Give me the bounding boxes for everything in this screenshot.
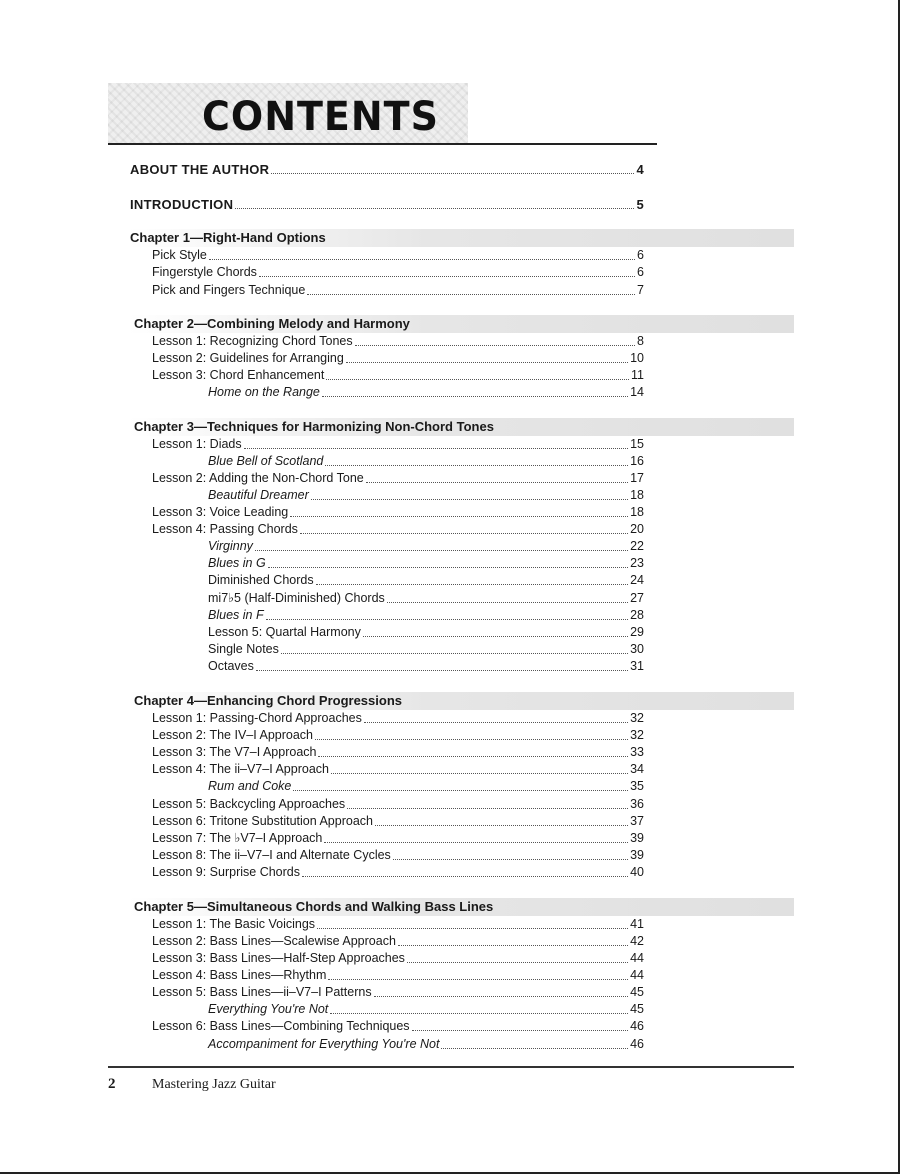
toc-entry-song[interactable] bbox=[208, 453, 644, 470]
leader-dots bbox=[293, 790, 628, 791]
leader-dots bbox=[398, 945, 628, 946]
chapter-2-heading[interactable]: Chapter 2—Combining Melody and Harmony bbox=[134, 316, 410, 331]
leader-dots bbox=[328, 979, 628, 980]
leader-dots bbox=[387, 602, 628, 603]
toc-entry-label: Blues in G bbox=[208, 556, 266, 570]
toc-entry-page: 11 bbox=[631, 368, 644, 382]
toc-entry-page: 46 bbox=[630, 1037, 644, 1051]
toc-entry[interactable] bbox=[152, 282, 644, 299]
toc-entry-about-author[interactable] bbox=[130, 161, 644, 178]
footer-rule bbox=[108, 1066, 794, 1068]
toc-entry-page: 32 bbox=[630, 728, 644, 742]
toc-entry[interactable] bbox=[152, 933, 644, 950]
toc-entry[interactable] bbox=[152, 504, 644, 521]
toc-entry-label: INTRODUCTION bbox=[130, 197, 234, 212]
toc-entry-label: Lesson 9: Surprise Chords bbox=[152, 865, 300, 879]
toc-entry-page: 29 bbox=[630, 625, 644, 639]
toc-entry-page: 39 bbox=[630, 831, 644, 845]
leader-dots bbox=[271, 173, 634, 174]
toc-entry-page: 32 bbox=[630, 711, 644, 725]
toc-entry-label: ABOUT THE AUTHOR bbox=[130, 162, 270, 177]
toc-entry-label: Lesson 4: The ii–V7–I Approach bbox=[152, 762, 329, 776]
toc-entry-label: Pick and Fingers Technique bbox=[152, 283, 306, 297]
toc-entry-page: 10 bbox=[630, 351, 644, 365]
toc-entry[interactable] bbox=[152, 761, 644, 778]
toc-entry-page: 44 bbox=[630, 951, 644, 965]
toc-entry[interactable] bbox=[152, 333, 644, 350]
toc-entry-label: Fingerstyle Chords bbox=[152, 265, 257, 279]
toc-entry-label: mi7♭5 (Half-Diminished) Chords bbox=[208, 591, 385, 605]
toc-entry-page: 45 bbox=[630, 985, 644, 999]
toc-entry-label: Lesson 4: Bass Lines—Rhythm bbox=[152, 968, 327, 982]
toc-entry[interactable] bbox=[152, 744, 644, 761]
toc-entry-page: 31 bbox=[630, 659, 644, 673]
toc-entry-label: Virginny bbox=[208, 539, 253, 553]
chapter-1-heading[interactable]: Chapter 1—Right-Hand Options bbox=[130, 230, 326, 245]
toc-entry-label: Single Notes bbox=[208, 642, 279, 656]
chapter-3-heading[interactable]: Chapter 3—Techniques for Harmonizing Non-Chord Tones bbox=[134, 419, 494, 434]
toc-entry[interactable] bbox=[152, 264, 644, 281]
toc-entry[interactable] bbox=[152, 436, 644, 453]
toc-entry-label: Lesson 2: The IV–I Approach bbox=[152, 728, 313, 742]
toc-entry[interactable] bbox=[152, 470, 644, 487]
toc-entry-label: Pick Style bbox=[152, 248, 207, 262]
leader-dots bbox=[325, 465, 628, 466]
leader-dots bbox=[307, 294, 635, 295]
leader-dots bbox=[326, 379, 629, 380]
leader-dots bbox=[311, 499, 628, 500]
toc-entry[interactable] bbox=[152, 1018, 644, 1035]
toc-entry-label: Lesson 6: Bass Lines—Combining Techniques bbox=[152, 1019, 410, 1033]
toc-entry-label: Lesson 8: The ii–V7–I and Alternate Cycles bbox=[152, 848, 391, 862]
toc-entry-song[interactable] bbox=[208, 1001, 644, 1018]
leader-dots bbox=[441, 1048, 628, 1049]
leader-dots bbox=[375, 825, 628, 826]
toc-entry[interactable] bbox=[152, 521, 644, 538]
toc-entry-label: Lesson 4: Passing Chords bbox=[152, 522, 298, 536]
toc-entry-page: 22 bbox=[630, 539, 644, 553]
toc-entry[interactable] bbox=[152, 796, 644, 813]
toc-entry-label: Lesson 5: Bass Lines—ii–V7–I Patterns bbox=[152, 985, 372, 999]
toc-entry-label: Lesson 3: The V7–I Approach bbox=[152, 745, 317, 759]
toc-entry-page: 16 bbox=[630, 454, 644, 468]
toc-entry-page: 33 bbox=[630, 745, 644, 759]
toc-entry[interactable] bbox=[152, 727, 644, 744]
toc-entry-song[interactable] bbox=[208, 384, 644, 401]
leader-dots bbox=[330, 1013, 628, 1014]
toc-entry[interactable] bbox=[208, 641, 644, 658]
toc-entry-page: 45 bbox=[630, 1002, 644, 1016]
toc-entry-page: 30 bbox=[630, 642, 644, 656]
toc-entry[interactable] bbox=[152, 967, 644, 984]
toc-entry-label: Lesson 2: Bass Lines—Scalewise Approach bbox=[152, 934, 396, 948]
leader-dots bbox=[300, 533, 628, 534]
toc-entry-page: 42 bbox=[630, 934, 644, 948]
toc-entry-page: 23 bbox=[630, 556, 644, 570]
leader-dots bbox=[346, 362, 628, 363]
leader-dots bbox=[315, 739, 628, 740]
leader-dots bbox=[209, 259, 635, 260]
toc-entry-label: Beautiful Dreamer bbox=[208, 488, 309, 502]
page-title: CONTENTS bbox=[202, 93, 439, 140]
leader-dots bbox=[316, 584, 628, 585]
toc-entry[interactable] bbox=[152, 916, 644, 933]
toc-entry-page: 24 bbox=[630, 573, 644, 587]
leader-dots bbox=[347, 808, 628, 809]
leader-dots bbox=[366, 482, 628, 483]
toc-entry-page: 27 bbox=[630, 591, 644, 605]
toc-entry-label: Lesson 5: Backcycling Approaches bbox=[152, 797, 346, 811]
toc-entry[interactable] bbox=[208, 658, 644, 675]
toc-entry-song[interactable] bbox=[208, 1036, 644, 1053]
leader-dots bbox=[322, 396, 628, 397]
toc-entry-page: 5 bbox=[636, 197, 644, 212]
leader-dots bbox=[364, 722, 628, 723]
toc-entry-page: 39 bbox=[630, 848, 644, 862]
toc-entry-label: Lesson 1: The Basic Voicings bbox=[152, 917, 316, 931]
leader-dots bbox=[302, 876, 628, 877]
toc-entry-page: 7 bbox=[637, 283, 644, 297]
toc-entry-page: 28 bbox=[630, 608, 644, 622]
toc-entry[interactable] bbox=[208, 572, 644, 589]
toc-entry-label: Blue Bell of Scotland bbox=[208, 454, 324, 468]
leader-dots bbox=[259, 276, 635, 277]
toc-entry[interactable] bbox=[152, 813, 644, 830]
toc-entry-label: Lesson 5: Quartal Harmony bbox=[208, 625, 361, 639]
leader-dots bbox=[290, 516, 628, 517]
toc-entry-page: 17 bbox=[630, 471, 644, 485]
toc-entry-song[interactable] bbox=[208, 555, 644, 572]
footer-book-title: Mastering Jazz Guitar bbox=[152, 1077, 276, 1092]
toc-entry-page: 8 bbox=[637, 334, 644, 348]
toc-entry-label: Everything You're Not bbox=[208, 1002, 329, 1016]
toc-entry-label: Lesson 1: Diads bbox=[152, 437, 242, 451]
toc-entry[interactable] bbox=[208, 590, 644, 607]
leader-dots bbox=[393, 859, 628, 860]
leader-dots bbox=[256, 670, 628, 671]
leader-dots bbox=[363, 636, 628, 637]
toc-entry-song[interactable] bbox=[208, 778, 644, 795]
toc-entry[interactable] bbox=[152, 350, 644, 367]
toc-entry-page: 34 bbox=[630, 762, 644, 776]
toc-entry-label: Lesson 2: Adding the Non-Chord Tone bbox=[152, 471, 364, 485]
toc-entry-page: 41 bbox=[630, 917, 644, 931]
toc-entry-label: Blues in F bbox=[208, 608, 264, 622]
leader-dots bbox=[244, 448, 628, 449]
toc-entry-label: Lesson 7: The ♭V7–I Approach bbox=[152, 831, 323, 845]
toc-entry[interactable] bbox=[152, 847, 644, 864]
toc-entry[interactable] bbox=[152, 367, 644, 384]
toc-entry-label: Diminished Chords bbox=[208, 573, 314, 587]
toc-entry-page: 20 bbox=[630, 522, 644, 536]
leader-dots bbox=[255, 550, 628, 551]
toc-entry-page: 40 bbox=[630, 865, 644, 879]
leader-dots bbox=[324, 842, 628, 843]
toc-entry-label: Lesson 6: Tritone Substitution Approach bbox=[152, 814, 373, 828]
toc-entry-page: 6 bbox=[637, 248, 644, 262]
leader-dots bbox=[407, 962, 628, 963]
toc-entry[interactable] bbox=[152, 830, 644, 847]
toc-entry-label: Octaves bbox=[208, 659, 254, 673]
leader-dots bbox=[235, 208, 634, 209]
toc-entry-song[interactable] bbox=[208, 538, 644, 555]
toc-entry-label: Lesson 3: Chord Enhancement bbox=[152, 368, 325, 382]
toc-entry[interactable] bbox=[152, 864, 644, 881]
toc-entry[interactable] bbox=[152, 984, 644, 1001]
toc-entry[interactable] bbox=[208, 624, 644, 641]
leader-dots bbox=[268, 567, 628, 568]
toc-entry-label: Lesson 3: Bass Lines—Half-Step Approaches bbox=[152, 951, 405, 965]
toc-entry-page: 36 bbox=[630, 797, 644, 811]
toc-entry-page: 14 bbox=[630, 385, 644, 399]
toc-entry-page: 18 bbox=[630, 488, 644, 502]
toc-entry-label: Lesson 2: Guidelines for Arranging bbox=[152, 351, 344, 365]
toc-entry-page: 35 bbox=[630, 779, 644, 793]
leader-dots bbox=[281, 653, 628, 654]
toc-entry[interactable] bbox=[152, 950, 644, 967]
toc-entry-page: 46 bbox=[630, 1019, 644, 1033]
chapter-5-heading[interactable]: Chapter 5—Simultaneous Chords and Walking Bass Lines bbox=[134, 899, 494, 914]
toc-entry-label: Home on the Range bbox=[208, 385, 320, 399]
leader-dots bbox=[318, 756, 628, 757]
toc-entry-page: 37 bbox=[630, 814, 644, 828]
toc-entry-introduction[interactable] bbox=[130, 196, 644, 213]
toc-entry-label: Lesson 1: Recognizing Chord Tones bbox=[152, 334, 353, 348]
toc-entry-label: Lesson 1: Passing-Chord Approaches bbox=[152, 711, 362, 725]
title-rule bbox=[108, 143, 657, 145]
chapter-4-heading[interactable]: Chapter 4—Enhancing Chord Progressions bbox=[134, 693, 402, 708]
toc-entry-song[interactable] bbox=[208, 607, 644, 624]
leader-dots bbox=[374, 996, 629, 997]
leader-dots bbox=[355, 345, 635, 346]
toc-entry-page: 18 bbox=[630, 505, 644, 519]
leader-dots bbox=[317, 928, 628, 929]
toc-entry-page: 6 bbox=[637, 265, 644, 279]
toc-entry-label: Lesson 3: Voice Leading bbox=[152, 505, 289, 519]
toc-entry-page: 15 bbox=[630, 437, 644, 451]
toc-entry-label: Accompaniment for Everything You're Not bbox=[208, 1037, 440, 1051]
toc-entry-label: Rum and Coke bbox=[208, 779, 292, 793]
leader-dots bbox=[266, 619, 629, 620]
leader-dots bbox=[331, 773, 628, 774]
toc-entry-page: 4 bbox=[636, 162, 644, 177]
toc-entry[interactable] bbox=[152, 247, 644, 264]
footer-page-number: 2 bbox=[108, 1076, 116, 1092]
leader-dots bbox=[412, 1030, 629, 1031]
toc-entry-page: 44 bbox=[630, 968, 644, 982]
toc-entry-song[interactable] bbox=[208, 487, 644, 504]
toc-entry[interactable] bbox=[152, 710, 644, 727]
